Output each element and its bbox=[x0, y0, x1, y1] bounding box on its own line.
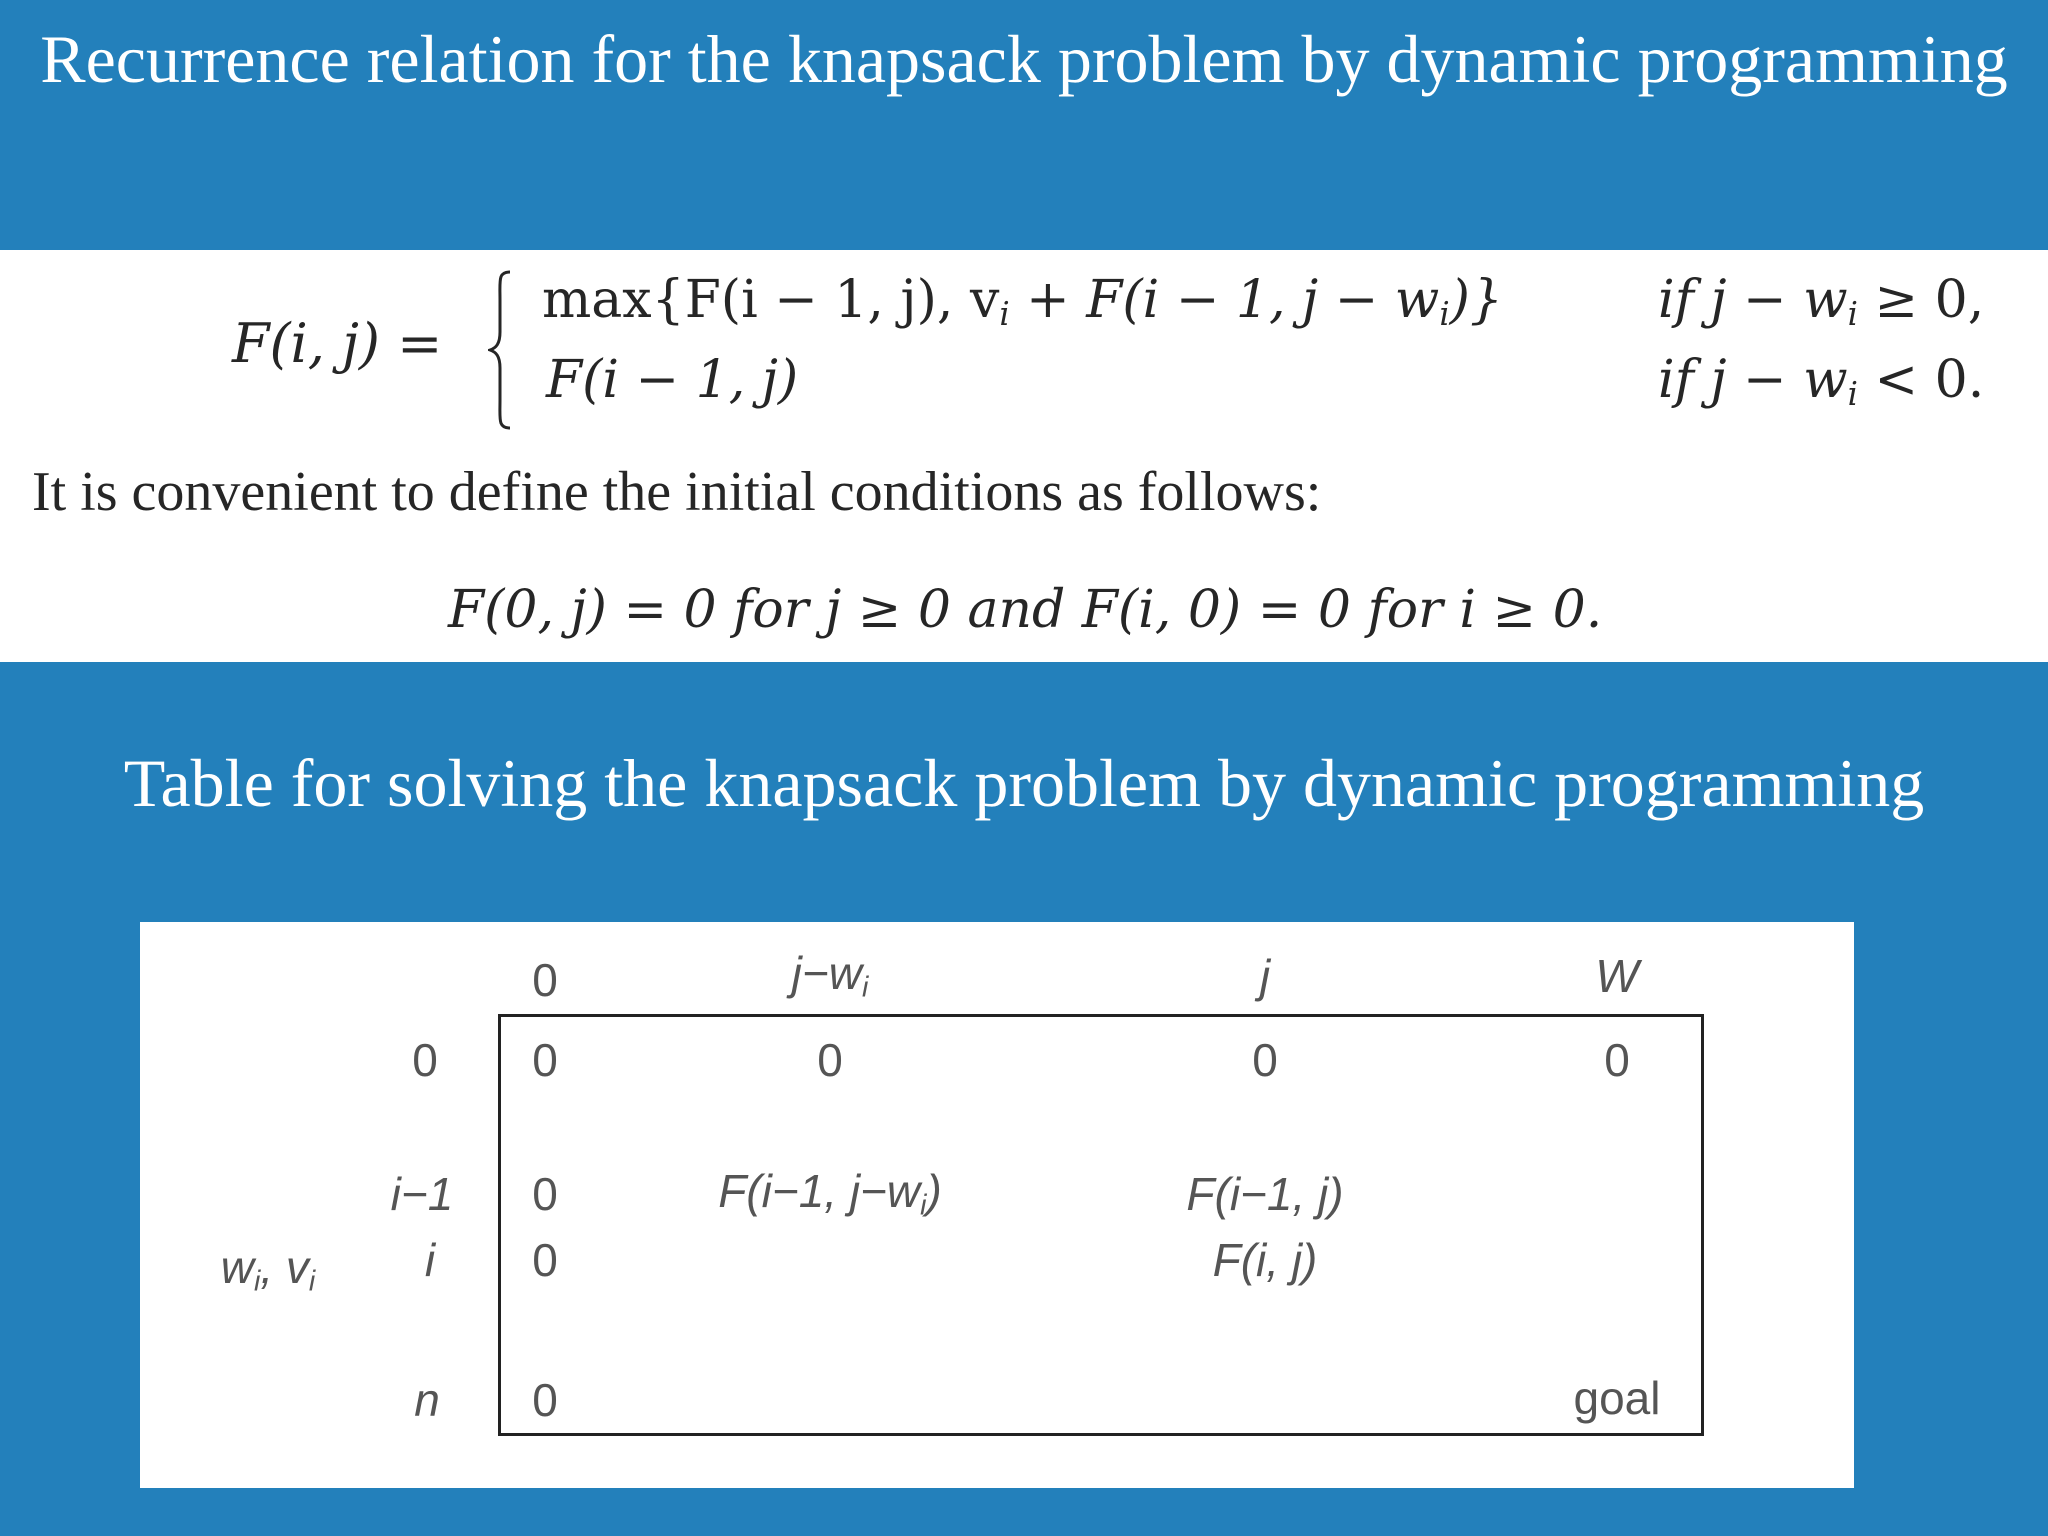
row-header-n: n bbox=[414, 1374, 440, 1426]
case-1-condition: if $j - w_i \ge 0$, bbox=[1658, 270, 1985, 334]
table-cell: 0 bbox=[1604, 1034, 1630, 1086]
table-cell: 0 bbox=[532, 1234, 558, 1286]
dp-table-panel bbox=[140, 922, 1854, 1488]
recurrence-formula-panel bbox=[0, 250, 2048, 662]
table-cell: 0 bbox=[532, 1374, 558, 1426]
table-cell: 0 bbox=[1252, 1034, 1278, 1086]
row-header-i-minus-1: i−1 bbox=[390, 1168, 454, 1220]
left-brace bbox=[488, 270, 512, 430]
initial-conditions-formula: F(0, j) = 0 for j ≥ 0 and F(i, 0) = 0 for i ≥ 0. bbox=[448, 580, 1603, 640]
table-title: Table for solving the knapsack problem by dynamic programming bbox=[123, 745, 1925, 821]
recurrence-title: Recurrence relation for the knapsack problem by dynamic programming bbox=[40, 21, 2008, 97]
case-2-condition: if $j - w_i < 0$. bbox=[1658, 350, 1985, 414]
column-header-j-minus-wi: $j-w_i$ bbox=[791, 947, 869, 1004]
column-header-j: j bbox=[1259, 950, 1271, 1002]
column-header-w: W bbox=[1595, 950, 1639, 1002]
column-header-zero: 0 bbox=[532, 954, 558, 1006]
initial-conditions-text: It is convenient to define the initial conditions as follows: bbox=[32, 461, 1322, 523]
cell-f-i-j: F(i, j) bbox=[1212, 1234, 1318, 1286]
cell-f-i-minus-1-j-minus-wi: F(i−1, $j-w_i$) bbox=[718, 1165, 942, 1222]
cell-f-i-minus-1-j: F(i−1, j) bbox=[1186, 1168, 1344, 1220]
dp-table-grid bbox=[498, 1014, 1704, 1436]
case-1-expression: max{F(i − 1, j), $v_i + F(i - 1$, $j - w_i$)} bbox=[542, 270, 1504, 334]
table-cell: 0 bbox=[532, 1168, 558, 1220]
case-2-expression: F(i − 1, j) bbox=[546, 350, 799, 410]
row-header-i: i bbox=[424, 1234, 436, 1286]
table-cell: 0 bbox=[532, 1034, 558, 1086]
goal-cell: goal bbox=[1573, 1372, 1661, 1424]
weight-value-label: $w_i$, $v_i$ bbox=[220, 1241, 316, 1298]
table-cell: 0 bbox=[817, 1034, 843, 1086]
formula-lhs: F(i, j) = bbox=[232, 312, 443, 375]
row-header-zero: 0 bbox=[412, 1034, 438, 1086]
